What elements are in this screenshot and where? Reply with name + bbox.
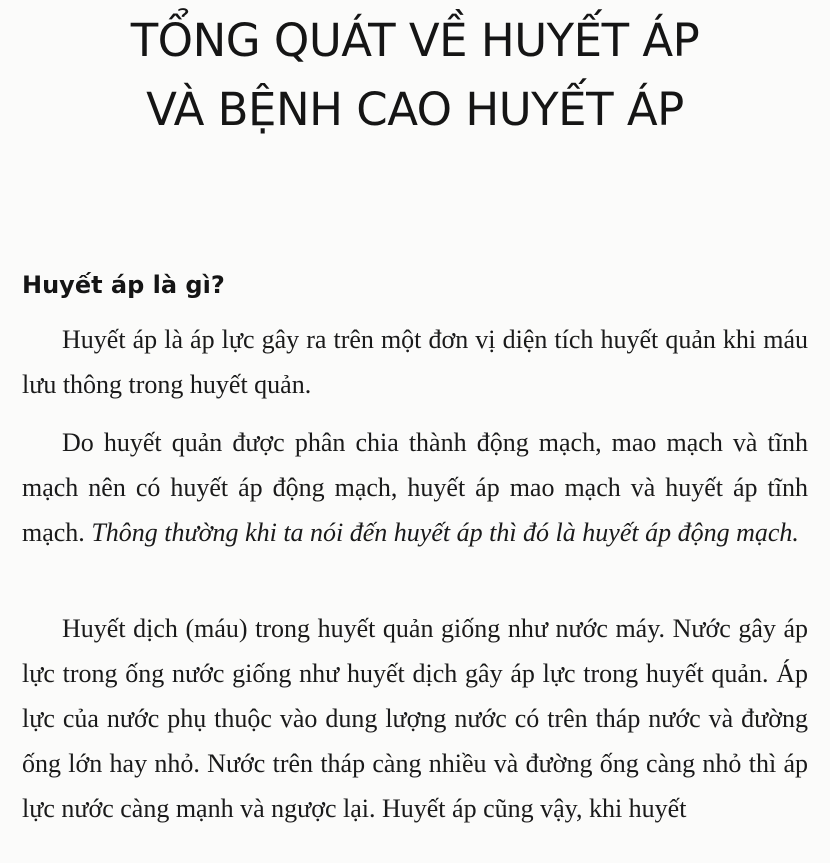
paragraph-3: Huyết dịch (máu) trong huyết quản giống như nước máy. Nước gây áp lực trong ống nước giống như huyết dịch gây áp lực trong huyết quản. Áp lực của nước phụ thuộc vào dung lượng nước có trên tháp nước và đường ống lớn hay nhỏ. Nước trên tháp càng nhiều và đường ống càng nhỏ thì áp lực nước càng mạnh và ngược lại. Huyết áp cũng vậy, khi huyết bbox=[22, 614, 808, 823]
page-title bbox=[0, 6, 830, 144]
paragraph-2 bbox=[22, 420, 808, 555]
title-line-2: VÀ BỆNH CAO HUYẾT ÁP bbox=[146, 83, 684, 136]
title-line-1: TỔNG QUÁT VỀ HUYẾT ÁP bbox=[130, 14, 700, 67]
paragraph-2-italic-text: Thông thường khi ta nói đến huyết áp thì đó là huyết áp động mạch. bbox=[91, 518, 799, 547]
paragraph-2-text: Do huyết quản được phân chia thành động mạch, mao mạch và tĩnh mạch nên có huyết áp động mạch, huyết áp mao mạch và huyết áp tĩnh mạch. bbox=[22, 428, 808, 547]
paragraph-1: Huyết áp là áp lực gây ra trên một đơn vị diện tích huyết quản khi máu lưu thông trong huyết quản. bbox=[22, 325, 808, 399]
section-heading: Huyết áp là gì? bbox=[22, 271, 225, 299]
